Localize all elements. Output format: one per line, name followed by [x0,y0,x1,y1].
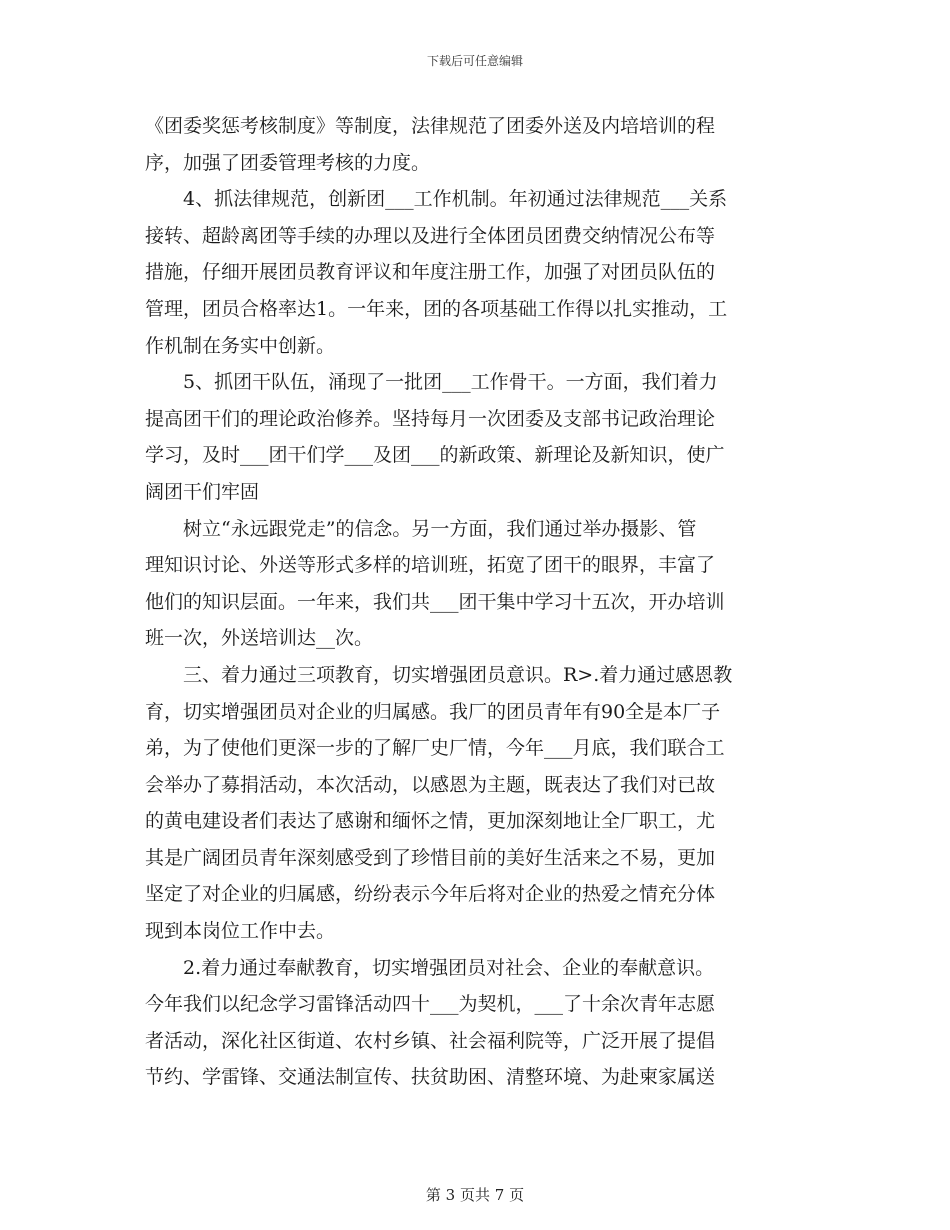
text-line: 接转、超龄离团等手续的办理以及进行全体团员团费交纳情况公布等 [145,224,716,247]
text-line: 他们的知识层面。一年来，我们共___团干集中学习十五次，开办培训 [145,590,725,613]
text-line: 阔团干们牢固 [145,480,260,503]
text-line: 作机制在务实中创新。 [145,334,336,357]
text-line: 理知识讨论、外送等形式多样的培训班，拓宽了团干的眼界，丰富了 [145,554,716,577]
text-line: 学习，及时___团干们学___及团___的新政策、新理论及新知识，使广 [145,444,725,467]
paragraph-first-line: 三、着力通过三项教育，切实增强团员意识。R>.着力通过感恩教 [183,663,733,686]
paragraph-first-line: 2.着力通过奉献教育，切实增强团员对社会、企业的奉献意识。 [183,956,715,979]
text-line: 者活动，深化社区街道、农村乡镇、社会福利院等，广泛开展了提倡 [145,1029,716,1052]
paragraph-first-line: 树立“永远跟党走”的信念。另一方面，我们通过举办摄影、管 [183,517,697,540]
text-line: 的黄电建设者们表达了感谢和缅怀之情，更加深刻地让全厂职工，尤 [145,810,716,833]
document-body [145,108,810,1096]
page-header-note: 下载后可任意编辑 [426,54,523,68]
text-line: 节约、学雷锋、交通法制宣传、扶贫助困、清整环境、为赴柬家属送 [145,1066,716,1089]
text-line: 措施，仔细开展团员教育评议和年度注册工作，加强了对团员队伍的 [145,261,716,284]
text-line: 育，切实增强团员对企业的归属感。我厂的团员青年有90全是本厂子 [145,700,721,723]
text-line: 《团委奖惩考核制度》等制度，法律规范了团委外送及内培培训的程 [145,115,716,137]
paragraph-first-line: 5、抓团干队伍，涌现了一批团___工作骨干。一方面，我们着力 [183,371,718,394]
text-line: 会举办了募捐活动，本次活动，以感恩为主题，既表达了我们对已故 [145,773,716,796]
text-line: 坚定了对企业的归属感，纷纷表示今年后将对企业的热爱之情充分体 [145,883,716,906]
text-line: 序，加强了团委管理考核的力度。 [145,151,431,174]
text-line: 班一次，外送培训达__次。 [145,627,374,650]
text-line: 现到本岗位工作中去。 [145,920,336,943]
text-line: 弟，为了使他们更深一步的了解厂史厂情，今年___月底，我们联合工 [145,737,725,760]
text-line: 管理，团员合格率达1。一年来，团的各项基础工作得以扎实推动，工 [145,297,728,320]
text-line: 其是广阔团员青年深刻感受到了珍惜目前的美好生活来之不易，更加 [145,846,716,869]
text-line: 提高团干们的理论政治修养。坚持每月一次团委及支部书记政治理论 [145,407,716,430]
page-number: 第 3 页共 7 页 [425,1186,525,1204]
text-line: 今年我们以纪念学习雷锋活动四十___为契机，___了十余次青年志愿 [145,993,716,1016]
paragraph-first-line: 4、抓法律规范，创新团___工作机制。年初通过法律规范___关系 [183,188,728,211]
